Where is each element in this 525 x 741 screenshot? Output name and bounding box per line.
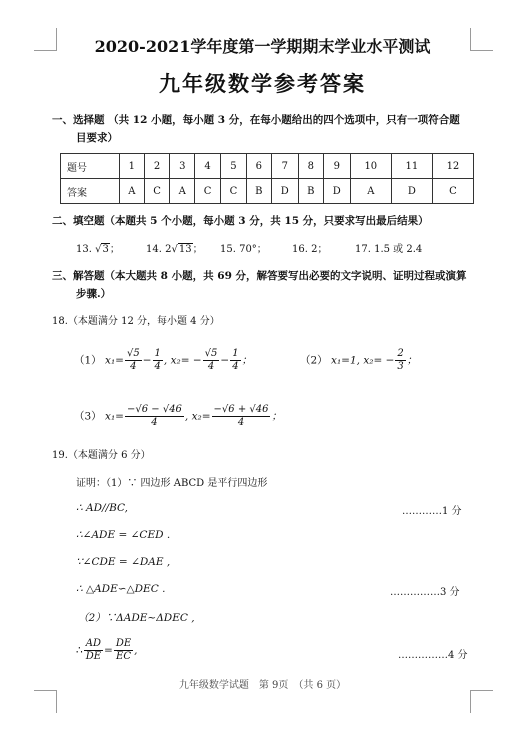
table-cell: C — [195, 179, 221, 204]
table-cell: 9 — [323, 154, 350, 179]
section1-heading: 一、选择题 （共 12 小题，每小题 3 分，在每小题给出的四个选项中，只有一项符合题 — [52, 114, 460, 126]
q19-proof-line: ∴ △ADE∽△DEC . — [76, 583, 166, 595]
answer-q17: 17. 1.5 或 2.4 — [355, 244, 423, 255]
q19-proof-line: 证明：（1）∵ 四边形 ABCD 是平行四边形 — [76, 478, 268, 489]
table-cell: 10 — [350, 154, 391, 179]
table-cell: 5 — [220, 154, 246, 179]
table-cell: 1 — [120, 154, 145, 179]
table-cell: B — [246, 179, 271, 204]
answer-q14: 14. 2√13； — [146, 244, 203, 255]
fraction: $\frac{√5}{4}$ — [204, 348, 218, 372]
page-title: 九年级数学参考答案 — [159, 71, 366, 96]
score-marker: ……………3 分 — [390, 587, 460, 598]
q19-proof-line: ∴ AD//BC, — [76, 502, 129, 514]
table-cell: 3 — [170, 154, 195, 179]
answer-q15: 15. 70°； — [220, 244, 267, 255]
fraction: $\frac{AD}{DE}$ — [85, 638, 102, 662]
q18-title: 18.（本题满分 12 分，每小题 4 分） — [52, 316, 220, 327]
q18-part3: （3） x₁= $\frac{-√6 - √46}{4}$ , x₂= $\frac{-√6 + √46}{4}$ ； — [74, 404, 282, 428]
score-marker: ……………4 分 — [398, 650, 468, 661]
table-cell: C — [144, 179, 170, 204]
table-cell: 11 — [391, 154, 432, 179]
section3-heading: 三、解答题（本大题共 8 小题，共 69 分，解答要写出必要的文字说明、证明过程或演算 — [52, 270, 467, 282]
section3-heading-cont: 步骤.） — [76, 288, 112, 300]
table-cell: 2 — [144, 154, 170, 179]
table-row-answers — [61, 179, 474, 204]
q19-proof-line: ∴ $\frac{AD}{DE}$ = $\frac{DE}{EC}$ , — [76, 638, 138, 662]
fraction: $\frac{DE}{EC}$ — [115, 638, 132, 662]
row-label-answer: 答案 — [61, 179, 120, 204]
crop-mark-bottom-left — [34, 690, 57, 713]
fraction: $\frac{1}{4}$ — [232, 348, 239, 372]
table-cell: 7 — [271, 154, 298, 179]
page-footer: 九年级数学试题 第 9页 （共 6 页） — [178, 680, 347, 691]
answer-table — [60, 153, 474, 204]
table-cell: D — [323, 179, 350, 204]
fraction: $\frac{1}{4}$ — [154, 348, 161, 372]
table-cell: 12 — [432, 154, 473, 179]
fraction: $\frac{-√6 + √46}{4}$ — [213, 404, 269, 428]
table-cell: D — [271, 179, 298, 204]
section2-heading: 二、填空题（本题共 5 个小题，每小题 3 分，共 15 分，只要求写出最后结果） — [52, 215, 429, 227]
answer-q13: 13. √3； — [76, 244, 120, 255]
table-cell: C — [432, 179, 473, 204]
q18-part1: （1） x₁= $\frac{√5}{4}$ − $\frac{1}{4}$ , x₂= − $\frac{√5}{4}$ − $\frac{1}{4}$ ； — [74, 348, 253, 372]
fraction: $\frac{-√6 - √46}{4}$ — [126, 404, 182, 428]
table-cell: A — [170, 179, 195, 204]
q19-title: 19.（本题满分 6 分） — [52, 450, 151, 461]
fraction: $\frac{√5}{4}$ — [126, 348, 140, 372]
crop-mark-bottom-right — [470, 690, 493, 713]
table-cell: D — [391, 179, 432, 204]
section1-heading-cont: 目要求） — [76, 132, 118, 144]
table-cell: 8 — [298, 154, 323, 179]
table-row-numbers — [61, 154, 474, 179]
q19-proof-line: （2）∵ΔADE~ΔDEC , — [78, 612, 195, 624]
table-cell: A — [120, 179, 145, 204]
row-label-number: 题号 — [61, 154, 120, 179]
table-cell: A — [350, 179, 391, 204]
q18-part2: （2） x₁=1, x₂= − $\frac{2}{3}$ ； — [300, 348, 418, 372]
q19-proof-line: ∵∠CDE = ∠DAE , — [76, 556, 171, 568]
score-marker: …………1 分 — [402, 506, 462, 517]
table-cell: C — [220, 179, 246, 204]
answer-q16: 16. 2； — [292, 244, 328, 255]
q19-proof-line: ∴∠ADE = ∠CED . — [76, 529, 171, 541]
table-cell: B — [298, 179, 323, 204]
fraction: $\frac{2}{3}$ — [397, 348, 404, 372]
exam-title: 2020-2021学年度第一学期期末学业水平测试 — [94, 37, 431, 56]
table-cell: 6 — [246, 154, 271, 179]
table-cell: 4 — [195, 154, 221, 179]
